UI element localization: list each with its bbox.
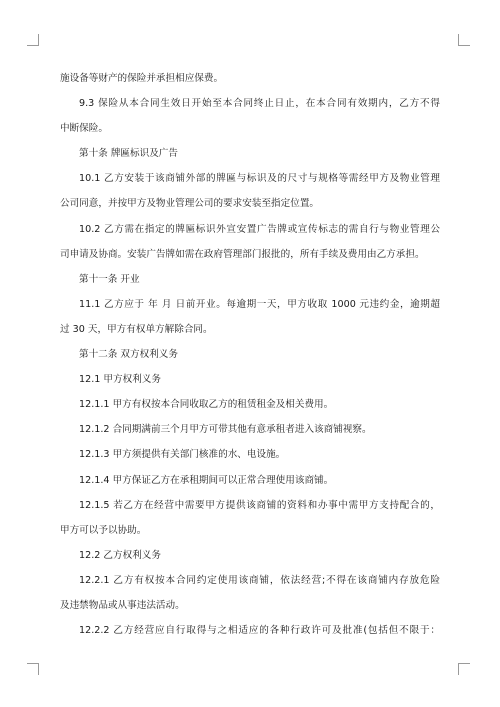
text-line: 11.1 乙方应于 年 月 日前开业。每逾期一天，甲方收取 1000 元违约金，逾期超 [79,298,440,310]
section-heading: 第十二条 双方权利义务 [79,349,178,361]
text-line: 施设备等财产的保险并承担相应保费。 [60,73,224,84]
subsection-heading: 12.2 乙方权利义务 [79,549,161,561]
text-line: 12.1.2 合同期满前三个月甲方可带其他有意承租者进入该商铺视察。 [79,424,372,436]
text-line: 及违禁物品或从事违法活动。 [60,599,185,611]
text-line: 9.3 保险从本合同生效日开始至本合同终止日止，在本合同有效期内，乙方不得 [79,98,440,110]
crop-mark-top-right [458,34,470,46]
text-line: 10.1 乙方安装于该商铺外部的牌匾与标识及的尺寸与规格等需经甲方及物业管理 [79,173,440,185]
section-heading: 第十条 牌匾标识及广告 [79,148,178,160]
text-line: 12.2.1 乙方有权按本合同约定使用该商铺，依法经营;不得在该商铺内存放危险 [79,574,440,586]
text-line: 12.1.1 甲方有权按本合同收取乙方的租赁租金及相关费用。 [79,399,334,411]
text-line: 12.1.4 甲方保证乙方在承租期间可以正常合理使用该商铺。 [79,474,334,486]
crop-mark-top-left [27,34,39,46]
crop-mark-bottom-left [27,663,39,675]
document-body [60,66,440,643]
text-line: 12.2.2 乙方经营应自行取得与之相适应的各种行政许可及批准(包括但不限于： [79,625,440,637]
section-heading: 第十一条 开业 [79,273,140,285]
crop-mark-bottom-right [458,663,470,675]
text-line: 甲方可以予以协助。 [60,524,147,536]
text-line: 司申请及协商。安装广告牌如需在政府管理部门报批的，所有手续及费用由乙方承担。 [60,248,425,260]
subsection-heading: 12.1 甲方权利义务 [79,374,161,386]
text-line: 公司同意，并按甲方及物业管理公司的要求安装至指定位置。 [60,198,320,210]
text-line: 中断保险。 [60,123,108,135]
text-line: 12.1.5 若乙方在经营中需要甲方提供该商铺的资料和办事中需甲方支持配合的， [79,499,440,511]
text-line: 10.2 乙方需在指定的牌匾标识外宣安置广告牌或宣传标志的需自行与物业管理公 [79,223,440,235]
text-line: 过 30 天，甲方有权单方解除合同。 [60,323,213,335]
text-line: 12.1.3 甲方须提供有关部门核准的水、电设施。 [79,449,286,461]
